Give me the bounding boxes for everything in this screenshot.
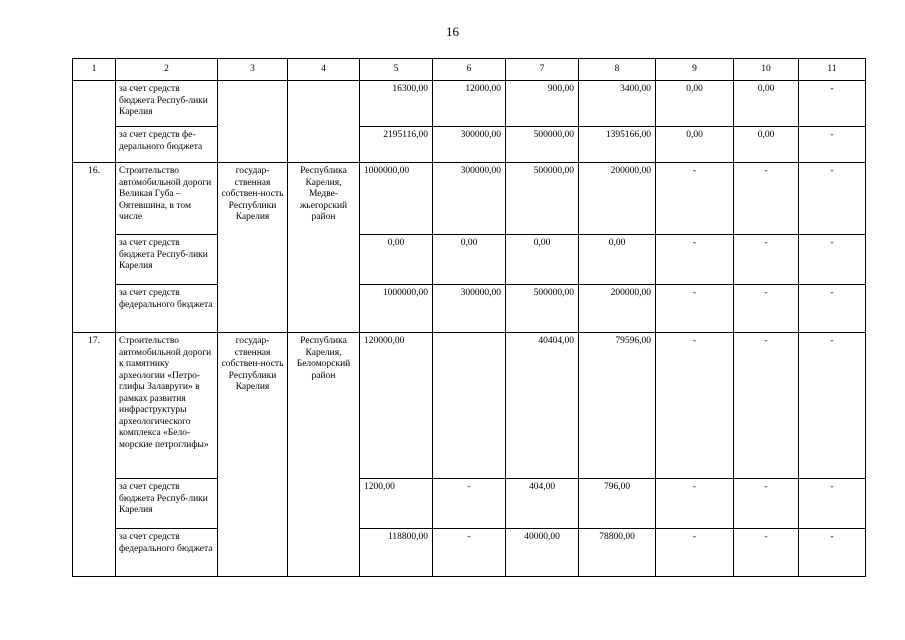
- value-cell: -: [734, 479, 799, 529]
- value-cell: -: [656, 235, 734, 285]
- value-cell: 500000,00: [506, 285, 579, 333]
- funding-source-cell: за счет средств бюджета Респуб-лики Карелия: [116, 479, 218, 529]
- value-cell: 0,00: [734, 81, 799, 127]
- funding-source-cell: за счет средств бюджета Респуб-лики Карелия: [116, 81, 218, 127]
- value-cell: 79596,00: [579, 333, 656, 479]
- header-cell: 3: [218, 59, 288, 81]
- table-row: [73, 81, 866, 127]
- ownership-cell: [218, 81, 288, 163]
- value-cell: 0,00: [656, 127, 734, 163]
- value-cell: -: [799, 529, 866, 577]
- value-cell: -: [799, 285, 866, 333]
- value-cell: -: [656, 529, 734, 577]
- value-cell: -: [799, 235, 866, 285]
- funding-source-cell: за счет средств бюджета Респуб-лики Карелия: [116, 235, 218, 285]
- funding-source-cell: за счет средств фе-дерального бюджета: [116, 127, 218, 163]
- value-cell: 200000,00: [579, 163, 656, 235]
- value-cell: 78800,00: [579, 529, 656, 577]
- table-row: [73, 285, 866, 333]
- value-cell: -: [734, 529, 799, 577]
- value-cell: 0,00: [360, 235, 433, 285]
- value-cell: -: [799, 163, 866, 235]
- value-cell: -: [734, 285, 799, 333]
- value-cell: 0,00: [433, 235, 506, 285]
- table-row: [73, 127, 866, 163]
- table-row: [73, 333, 866, 479]
- header-cell: 6: [433, 59, 506, 81]
- header-cell: 2: [116, 59, 218, 81]
- header-cell: 10: [734, 59, 799, 81]
- value-cell: 40000,00: [506, 529, 579, 577]
- value-cell: -: [734, 333, 799, 479]
- header-cell: 1: [73, 59, 116, 81]
- ownership-cell: государ-ственная собствен-ность Республики Карелия: [218, 333, 288, 577]
- header-cell: 4: [288, 59, 360, 81]
- value-cell: -: [433, 479, 506, 529]
- value-cell: 40404,00: [506, 333, 579, 479]
- page-number: 16: [446, 24, 459, 39]
- row-number: 16.: [73, 163, 116, 333]
- value-cell: 1000000,00: [360, 285, 433, 333]
- ownership-cell: государ-ственная собствен-ность Республики Карелия: [218, 163, 288, 333]
- value-cell: 300000,00: [433, 163, 506, 235]
- value-cell: 2195116,00: [360, 127, 433, 163]
- value-cell: 1395166,00: [579, 127, 656, 163]
- value-cell: 1200,00: [360, 479, 433, 529]
- location-cell: Республика Карелия, Медве-жьегорский район: [288, 163, 360, 333]
- funding-source-cell: за счет средств федерального бюджета: [116, 529, 218, 577]
- header-cell: 8: [579, 59, 656, 81]
- value-cell: 500000,00: [506, 127, 579, 163]
- header-row: [73, 59, 866, 81]
- header-cell: 7: [506, 59, 579, 81]
- value-cell: 404,00: [506, 479, 579, 529]
- value-cell: 12000,00: [433, 81, 506, 127]
- value-cell: -: [656, 285, 734, 333]
- value-cell: -: [734, 163, 799, 235]
- table-row: [73, 235, 866, 285]
- project-name-cell: Строительство автомобильной дороги Великая Губа – Оятевшина, в том числе: [116, 163, 218, 235]
- table-row: [73, 529, 866, 577]
- location-cell: [288, 81, 360, 163]
- value-cell: 300000,00: [433, 285, 506, 333]
- table-row: [73, 479, 866, 529]
- project-name-cell: Строительство автомобильной дороги к памятнику археологии «Петро-глифы Залавруги» в рамках развития инфраструктуры археологического комплекса «Бело-морские петроглифы»: [116, 333, 218, 479]
- location-cell: Республика Карелия, Беломорский район: [288, 333, 360, 577]
- header-cell: 5: [360, 59, 433, 81]
- value-cell: [433, 333, 506, 479]
- value-cell: -: [656, 163, 734, 235]
- value-cell: 300000,00: [433, 127, 506, 163]
- value-cell: 0,00: [656, 81, 734, 127]
- value-cell: -: [734, 235, 799, 285]
- value-cell: -: [433, 529, 506, 577]
- value-cell: 1000000,00: [360, 163, 433, 235]
- value-cell: 796,00: [579, 479, 656, 529]
- budget-table: [72, 58, 866, 577]
- value-cell: 0,00: [734, 127, 799, 163]
- value-cell: -: [656, 479, 734, 529]
- value-cell: 16300,00: [360, 81, 433, 127]
- funding-source-cell: за счет средств федерального бюджета: [116, 285, 218, 333]
- value-cell: -: [799, 333, 866, 479]
- value-cell: 3400,00: [579, 81, 656, 127]
- value-cell: 200000,00: [579, 285, 656, 333]
- value-cell: 118800,00: [360, 529, 433, 577]
- value-cell: 0,00: [579, 235, 656, 285]
- value-cell: 500000,00: [506, 163, 579, 235]
- value-cell: 120000,00: [360, 333, 433, 479]
- value-cell: -: [656, 333, 734, 479]
- header-cell: 11: [799, 59, 866, 81]
- row-number: 17.: [73, 333, 116, 577]
- value-cell: -: [799, 479, 866, 529]
- header-cell: 9: [656, 59, 734, 81]
- value-cell: -: [799, 127, 866, 163]
- table-row: [73, 163, 866, 235]
- value-cell: 0,00: [506, 235, 579, 285]
- value-cell: 900,00: [506, 81, 579, 127]
- value-cell: -: [799, 81, 866, 127]
- number-cell: [73, 81, 116, 163]
